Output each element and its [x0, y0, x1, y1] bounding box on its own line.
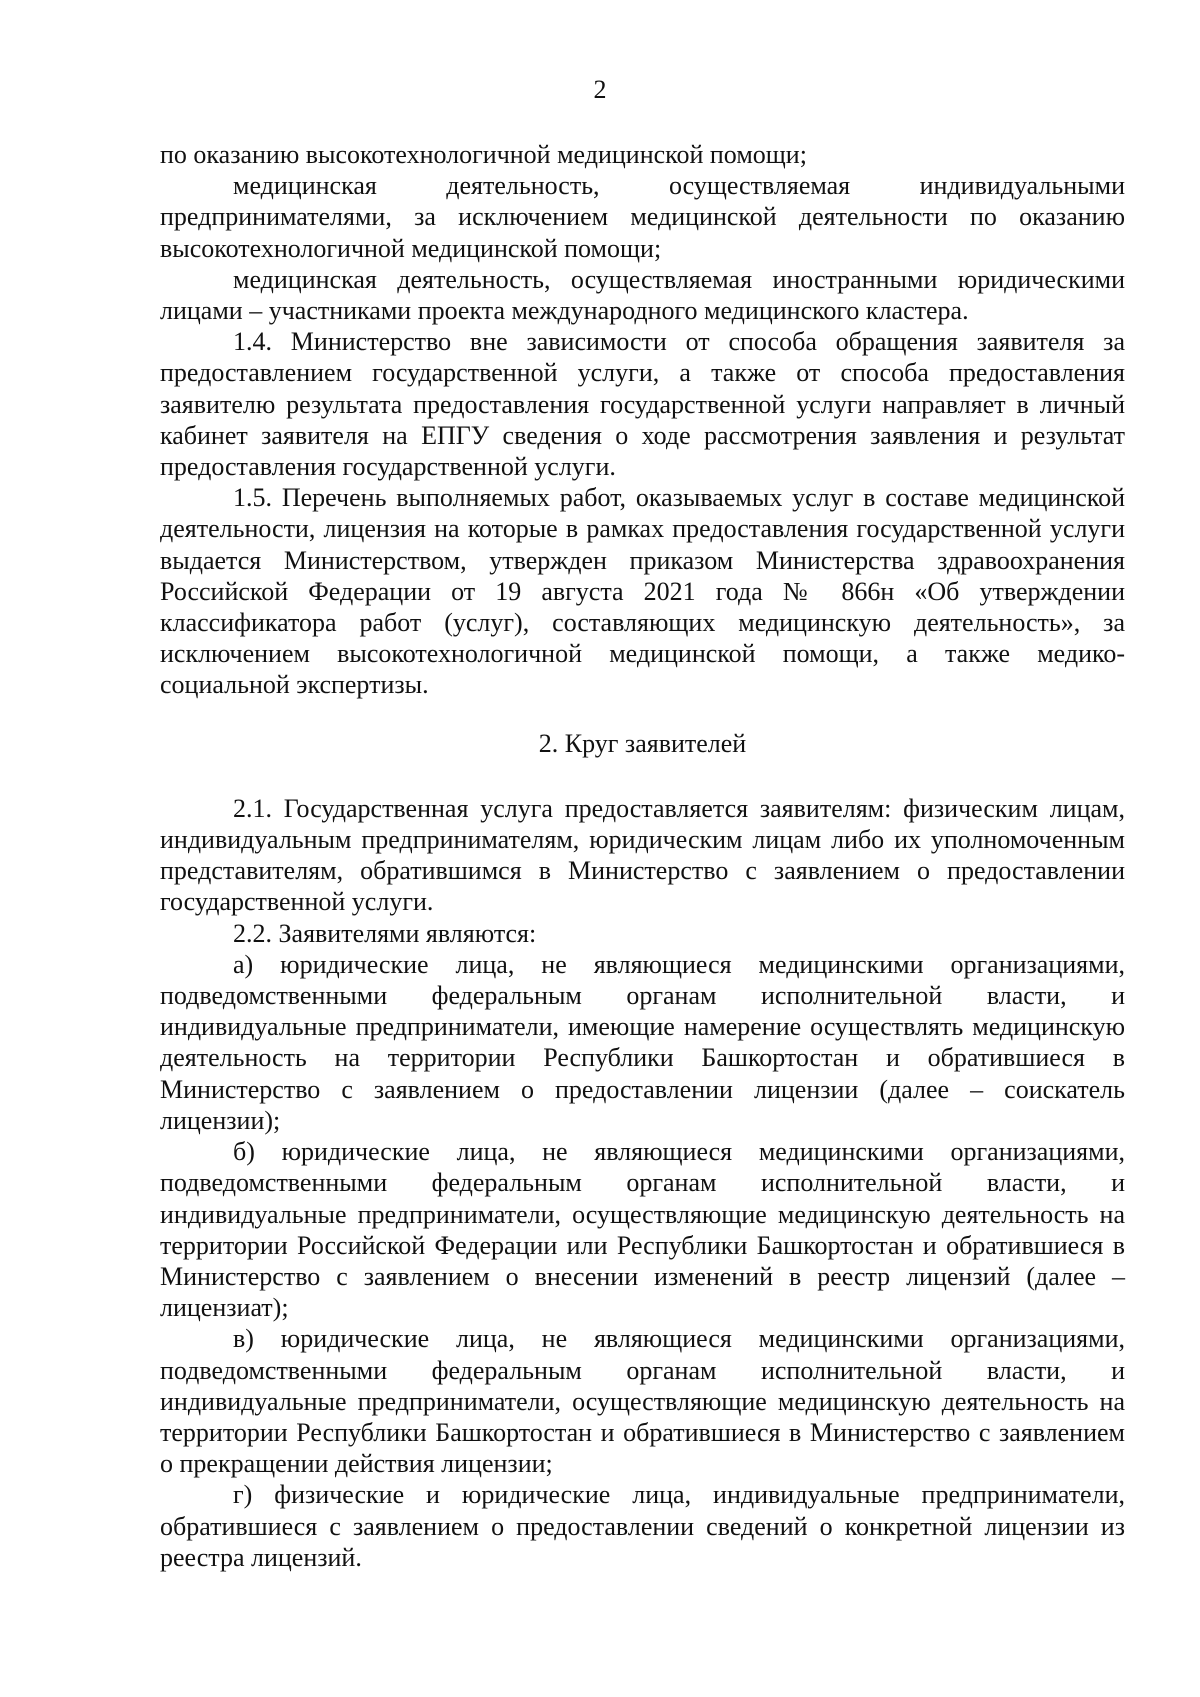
paragraph-foreign-entities: медицинская деятельность, осуществляемая иностранными юридическими лицами – участниками проекта международного медицинского кластера.: [160, 264, 1125, 326]
list-item-b: б) юридические лица, не являющиеся медицинскими организациями, подведомственными федеральным органам исполнительной власти, и индивидуальные предприниматели, осуществляющие медицинскую деятельность на территории Российской Федерации или Республики Башкортостан и обратившиеся в Министерство с заявлением о внесении изменений в реестр лицензий (далее – лицензиат);: [160, 1137, 1125, 1323]
paragraph-2-2: 2.2. Заявителями являются:: [233, 918, 537, 948]
paragraph-1-4: 1.4. Министерство вне зависимости от способа обращения заявителя за предоставлением государственной услуги, а также от способа предоставления заявителю результата предоставления государственной услуги направляет в личный кабинет заявителя на ЕПГУ сведения о ходе рассмотрения заявления и результат предоставления государственной услуги.: [160, 327, 1125, 482]
list-item-a: а) юридические лица, не являющиеся медицинскими организациями, подведомственными федеральным органам исполнительной власти, и индивидуальные предприниматели, имеющие намерение осуществлять медицинскую деятельность на территории Республики Башкортостан и обратившиеся в Министерство с заявлением о предоставлении лицензии (далее – соискатель лицензии);: [160, 949, 1125, 1135]
document-body: [160, 139, 1125, 1573]
list-item-g: г) физические и юридические лица, индивидуальные предприниматели, обратившиеся с заявлением о предоставлении сведений о конкретной лицензии из реестра лицензий.: [160, 1480, 1125, 1572]
section-heading-applicants: 2. Круг заявителей: [538, 728, 747, 758]
page-number: 2: [593, 75, 607, 104]
paragraph-hightech-care: по оказанию высокотехнологичной медицинской помощи;: [160, 140, 807, 169]
paragraph-individual-entrepreneurs: медицинская деятельность, осуществляемая индивидуальными предпринимателями, за исключением медицинской деятельности по оказанию высокотехнологичной медицинской помощи;: [160, 171, 1125, 263]
paragraph-1-5: 1.5. Перечень выполняемых работ, оказываемых услуг в составе медицинской деятельности, лицензия на которые в рамках предоставления государственной услуги выдается Министерством, утвержден приказом Министерства здравоохранения Российской Федерации от 19 августа 2021 года № 866н «Об утверждении классификатора работ (услуг), составляющих медицинскую деятельность», за исключением высокотехнологичной медицинской помощи, а также медико-социальной экспертизы.: [160, 483, 1125, 700]
paragraph-2-1: 2.1. Государственная услуга предоставляется заявителям: физическим лицам, индивидуальным предпринимателям, юридическим лицам либо их уполномоченным представителям, обратившимся в Министерство с заявлением о предоставлении государственной услуги.: [160, 793, 1125, 917]
list-item-v: в) юридические лица, не являющиеся медицинскими организациями, подведомственными федеральным органам исполнительной власти, и индивидуальные предприниматели, осуществляющие медицинскую деятельность на территории Республики Башкортостан и обратившиеся в Министерство с заявлением о прекращении действия лицензии;: [160, 1324, 1125, 1479]
